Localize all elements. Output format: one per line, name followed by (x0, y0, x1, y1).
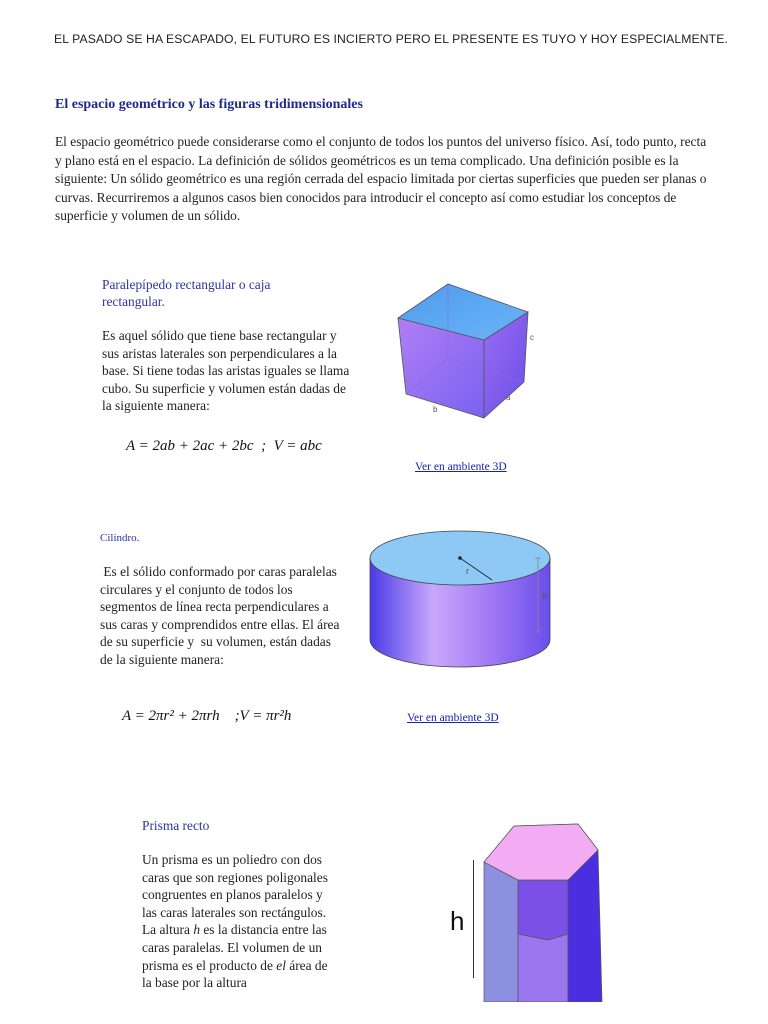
prism-description (142, 851, 338, 997)
prism-height-line (473, 860, 474, 978)
box-formula: A = 2ab + 2ac + 2bc ; V = abc (126, 438, 322, 454)
prism-label-h: h (450, 906, 465, 936)
header-motto: EL PASADO SE HA ESCAPADO, EL FUTURO ES INCIERTO PERO EL PRESENTE ES TUYO Y HOY ESPECIALMENTE. (54, 32, 728, 46)
cylinder-illustration (364, 530, 564, 670)
prism-text-2: es la distancia entre las caras paralelas. El volumen de un prisma es el producto de (142, 922, 327, 973)
cube-label-b: b (433, 405, 438, 414)
box-description: Es aquel sólido que tiene base rectangular y sus aristas laterales son perpendiculares a la base. Si tiene todas las aristas iguales se llama cubo. Su superficie y volumen están dadas de la siguiente manera: (102, 328, 350, 414)
cube-label-c: c (530, 333, 534, 342)
prism-illustration (478, 822, 618, 1002)
cube-label-a: a (506, 393, 511, 402)
cylinder-description: Es el sólido conformado por caras paralelas circulares y el conjunto de todos los segmentos de línea recta perpendiculares a sus caras y comprendidos entre ellas. El área de su superficie y su volumen, están dadas de la siguiente manera: (100, 564, 343, 667)
cylinder-3d-link[interactable]: Ver en ambiente 3D (407, 712, 499, 724)
cylinder-label-r: r (466, 566, 469, 576)
prism-text-1: Un prisma es un poliedro con dos caras que son regiones poligonales congruentes en planos paralelos y las caras laterales son rectángulos. La altura (142, 852, 328, 938)
cube-illustration (384, 278, 554, 428)
cylinder-heading: Cilindro. (100, 532, 140, 544)
cylinder-formula: A = 2πr² + 2πrh ;V = πr²h (122, 708, 292, 724)
prism-heading: Prisma recto (142, 818, 210, 833)
box-3d-link[interactable]: Ver en ambiente 3D (415, 461, 507, 473)
box-heading: Paralepípedo rectangular o caja rectangular. (102, 277, 271, 309)
cylinder-label-h: h (542, 591, 548, 601)
prism-left-face (484, 862, 518, 1002)
prism-front-lower (518, 934, 568, 1002)
article-title: El espacio geométrico y las figuras tridimensionales (55, 97, 363, 112)
prism-var-h: h (193, 922, 201, 938)
prism-text-3: área de la base por la altura (142, 957, 328, 991)
intro-paragraph: El espacio geométrico puede considerarse como el conjunto de todos los puntos del universo físico. Así, todo punto, recta y plano está en el espacio. La definición de sólidos geométricos es un tema complicado. Una definición posible es la siguiente: Un sólido geométrico es una región cerrada del espacio limitada por ciertas superficies que pueden ser planas o curvas. Recurriremos a algunos casos bien conocidos para introducir el concepto así como estudiar los conceptos de superficie y volumen de un sólido. (55, 134, 707, 224)
prism-var-el: el (276, 957, 286, 973)
